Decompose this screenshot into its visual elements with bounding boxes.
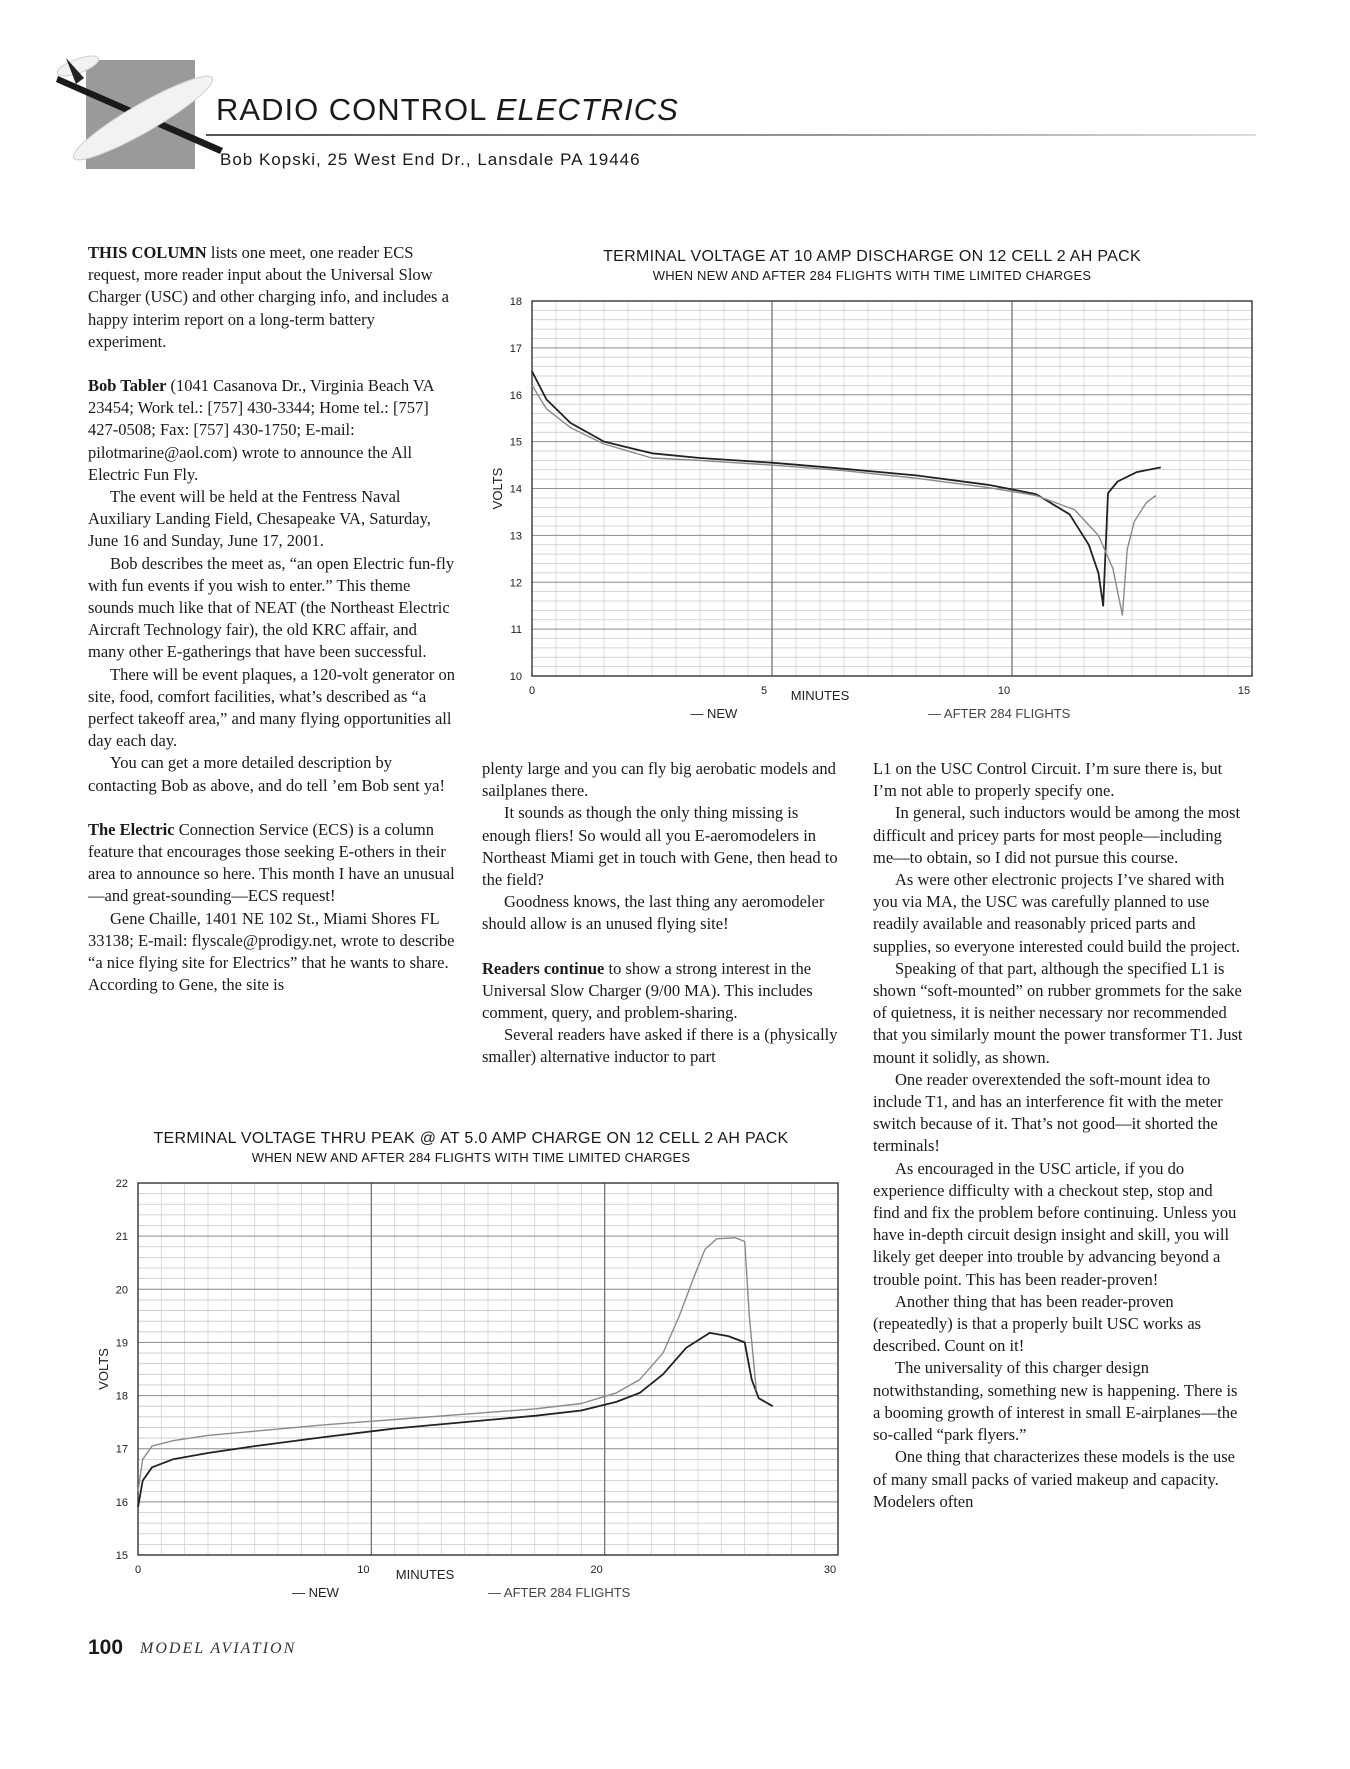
paragraph-text: The event will be held at the Fentress Naval Auxiliary Landing Field, Chesapeake VA, Saturday, June 16 and Sunday, June 17, 2001. — [88, 487, 431, 551]
y-tick-label: 16 — [509, 389, 522, 402]
paragraph — [482, 758, 840, 802]
y-tick-label: 10 — [509, 671, 522, 683]
author-byline: Bob Kopski, 25 West End Dr., Lansdale PA 19446 — [220, 150, 641, 169]
legend-entry: — AFTER 284 FLIGHTS — [488, 1585, 631, 1600]
x-tick-label: 30 — [823, 1564, 837, 1576]
paragraph — [88, 553, 456, 664]
charge-chart — [86, 1130, 866, 1605]
paragraph-text: Another thing that has been reader-proven (repeatedly) is that a properly built USC works as described. Count on it! — [873, 1291, 1202, 1356]
x-tick-label: 20 — [590, 1564, 603, 1576]
y-tick-label: 15 — [509, 436, 522, 449]
page-number: 100 — [88, 1636, 124, 1659]
paragraph-text: Goodness knows, the last thing any aeromodeler should allow is an unused flying site! — [482, 892, 825, 934]
paragraph-text: lists one meet, one reader ECS request, more reader input about the Universal Slow Charger (USC) and other charging info, and includes a happy interim report on a long-term battery experiment. — [88, 243, 449, 351]
paragraph — [873, 958, 1243, 1069]
paragraph-text: Bob describes the meet as, “an open Electric fun-fly with fun events if you wish to enter.” This theme sounds much like that of NEAT (the Northeast Electric Aircraft Technology fair), the old KRC affair, and many other E-gatherings that have been successful. — [88, 553, 455, 662]
paragraph — [873, 1291, 1243, 1358]
paragraph — [88, 242, 456, 353]
charge-chart-plot — [86, 1130, 866, 1605]
y-tick-label: 21 — [115, 1231, 128, 1244]
legend-entry: — AFTER 284 FLIGHTS — [928, 706, 1071, 721]
paragraph-lead-in: THIS COLUMN — [88, 243, 207, 262]
paragraph-text: Gene Chaille, 1401 NE 102 St., Miami Shores FL 33138; E-mail: flyscale@prodigy.net, wrote to describe “a nice flying site for Electrics” that he wants to share. According to Gene, the site is — [88, 908, 455, 995]
x-tick-label: 0 — [528, 685, 536, 697]
chart-subtitle: WHEN NEW AND AFTER 284 FLIGHTS WITH TIME LIMITED CHARGES — [251, 1150, 691, 1165]
paragraph — [88, 908, 456, 997]
paragraph — [482, 958, 840, 1025]
paragraph-text: One reader overextended the soft-mount idea to include T1, and has an interference fit with the meter switch because of it. That’s not good—it shorted the terminals! — [873, 1069, 1223, 1156]
legend-entry: — NEW — [292, 1585, 339, 1600]
sailplane-logo-icon — [48, 48, 228, 168]
paragraph-text: In general, such inductors would be among the most difficult and pricey parts for most people—including me—to obtain, so I did not pursue this course. — [873, 803, 1241, 867]
paragraph-text: Connection Service (ECS) is a column feature that encourages those seeking E-others in their area to announce so here. This month I have an unusual—and great-sounding—ECS request! — [88, 819, 455, 906]
paragraph — [873, 869, 1243, 958]
magazine-name: MODEL AVIATION — [140, 1640, 297, 1657]
paragraph-lead-in: The Electric — [88, 819, 175, 839]
text-column-1 — [88, 242, 456, 997]
column-title-plain: RADIO CONTROL — [216, 92, 496, 127]
y-tick-label: 18 — [509, 296, 522, 308]
y-tick-label: 13 — [509, 530, 522, 543]
x-tick-label: 0 — [134, 1564, 142, 1576]
y-tick-label: 17 — [115, 1443, 128, 1456]
paragraph — [88, 486, 456, 553]
x-tick-label: 10 — [997, 685, 1011, 697]
chart-title: TERMINAL VOLTAGE THRU PEAK @ AT 5.0 AMP CHARGE ON 12 CELL 2 AH PACK — [153, 1130, 789, 1147]
paragraph-text: The universality of this charger design notwithstanding, something new is happening. There is a booming growth of interest in small E-airplanes—the so-called “park flyers.” — [873, 1358, 1238, 1445]
x-tick-label: 5 — [760, 685, 768, 697]
y-tick-label: 22 — [115, 1178, 128, 1190]
series-new-line — [138, 1333, 773, 1507]
column-title-italic: ELECTRICS — [495, 92, 679, 127]
paragraph — [873, 1158, 1243, 1291]
paragraph-text: It sounds as though the only thing missing is enough fliers! So would all you E-aeromodelers in Northeast Miami get in touch with Gene, then head to the field? — [482, 803, 838, 890]
paragraph-text: (1041 Casanova Dr., Virginia Beach VA 23454; Work tel.: [757] 430-3344; Home tel.: [757] 427-0508; Fax: [757] 430-1750; E-mail: pilotmarine@aol.com) wrote to announce the All Electric Fun Fly. — [88, 376, 434, 484]
paragraph-text: There will be event plaques, a 120-volt generator on site, food, comfort facilities, what’s described as “a perfect takeoff area,” and many flying opportunities all day each day. — [88, 664, 456, 751]
chart-grid — [138, 1183, 838, 1555]
paragraph-text: As were other electronic projects I’ve shared with you via MA, the USC was carefully planned to use readily available and reasonably priced parts and supplies, so everyone interested could build the project. — [873, 870, 1241, 956]
paragraph-text: L1 on the USC Control Circuit. I’m sure there is, but I’m not able to properly specify one. — [873, 759, 1223, 801]
y-axis-label: VOLTS — [490, 467, 505, 510]
paragraph-text: to show a strong interest in the Universal Slow Charger (9/00 MA). This includes comment, query, and problem-sharing. — [482, 958, 813, 1023]
paragraph — [88, 752, 456, 796]
x-axis-label: MINUTES — [790, 688, 850, 703]
x-tick-label: 10 — [357, 1564, 370, 1576]
paragraph-text: Several readers have asked if there is a (physically smaller) alternative inductor to part — [482, 1025, 838, 1067]
paragraph — [482, 802, 840, 891]
y-tick-label: 14 — [509, 483, 522, 496]
y-tick-label: 17 — [509, 342, 522, 355]
paragraph — [88, 819, 456, 908]
y-tick-label: 20 — [115, 1284, 128, 1297]
paragraph — [873, 802, 1243, 869]
column-title — [216, 92, 679, 128]
paragraph — [873, 1069, 1243, 1158]
paragraph-text: As encouraged in the USC article, if you do experience difficulty with a checkout step, stop and find and fix the problem before continuing. Unless you have in-depth circuit design insight and skill, you will likely get deeper into trouble by advancing beyond a trouble point. This has been reader-proven! — [873, 1158, 1237, 1289]
discharge-chart-plot — [480, 248, 1260, 738]
chart-grid — [532, 301, 1252, 676]
paragraph-lead-in: Bob Tabler — [88, 376, 167, 396]
discharge-chart — [480, 248, 1260, 738]
paragraph — [873, 1357, 1243, 1446]
paragraph-lead-in: Readers continue — [482, 958, 605, 978]
x-tick-label: 15 — [1237, 685, 1251, 697]
paragraph — [482, 891, 840, 935]
y-axis-label: VOLTS — [96, 1348, 111, 1390]
paragraph-text: plenty large and you can fly big aerobatic models and sailplanes there. — [482, 759, 836, 801]
title-rule — [206, 134, 1256, 136]
text-column-2 — [482, 758, 840, 1069]
paragraph — [873, 1446, 1243, 1513]
y-tick-label: 18 — [115, 1390, 128, 1403]
x-axis-label: MINUTES — [395, 1567, 455, 1582]
chart-title: TERMINAL VOLTAGE AT 10 AMP DISCHARGE ON 12 CELL 2 AH PACK — [603, 248, 1141, 265]
paragraph-text: Speaking of that part, although the specified L1 is shown “soft-mounted” on rubber grommets for the sake of quietness, it is neither necessary nor recommended that you similarly mount the power transformer T1. Just mount it solidly, as shown. — [873, 958, 1243, 1067]
paragraph — [88, 664, 456, 753]
paragraph — [482, 1024, 840, 1068]
y-tick-label: 11 — [510, 624, 522, 637]
paragraph-text: You can get a more detailed description by contacting Bob as above, and do tell ’em Bob sent ya! — [88, 753, 445, 795]
y-tick-label: 12 — [509, 577, 522, 590]
paragraph — [873, 758, 1243, 802]
text-column-3 — [873, 758, 1243, 1513]
y-tick-label: 15 — [115, 1550, 128, 1562]
y-tick-label: 16 — [115, 1496, 128, 1509]
paragraph — [88, 375, 456, 486]
series-after-284-flights-line — [138, 1238, 756, 1492]
legend-entry: — NEW — [690, 706, 738, 721]
y-tick-label: 19 — [115, 1337, 128, 1350]
chart-subtitle: WHEN NEW AND AFTER 284 FLIGHTS WITH TIME LIMITED CHARGES — [652, 268, 1092, 283]
paragraph-text: One thing that characterizes these models is the use of many small packs of varied makeup and capacity. Modelers often — [873, 1447, 1235, 1511]
